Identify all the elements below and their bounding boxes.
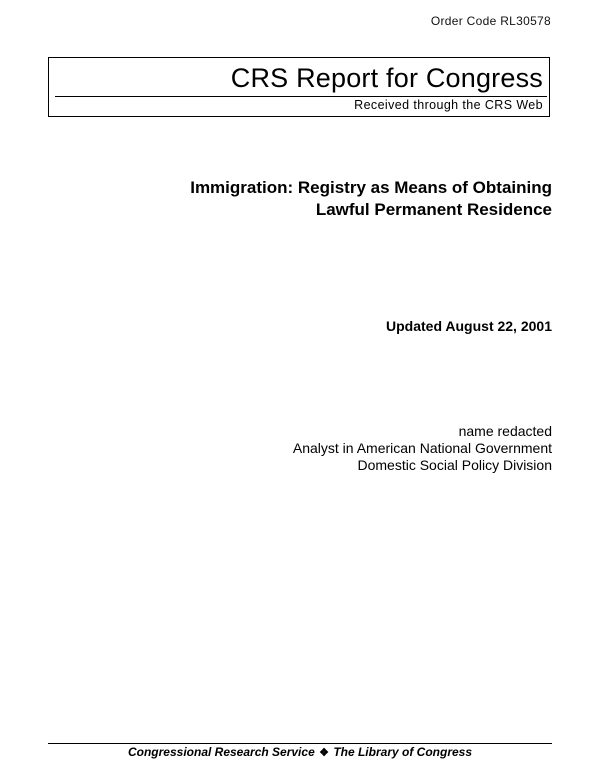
- author-position: Analyst in American National Government: [292, 440, 552, 456]
- document-title: [72, 177, 552, 221]
- document-title-line-2: Lawful Permanent Residence: [315, 200, 552, 219]
- footer-loc-label: The Library of Congress: [333, 745, 473, 759]
- diamond-separator-icon: ❖: [319, 747, 329, 759]
- footer-crs-label: Congressional Research Service: [127, 745, 315, 759]
- author-division: Domestic Social Policy Division: [357, 457, 552, 473]
- footer: [48, 745, 552, 761]
- updated-date: Updated August 22, 2001: [386, 318, 552, 334]
- report-header-title: CRS Report for Congress: [230, 63, 543, 93]
- author-name: name redacted: [458, 423, 552, 439]
- report-header-subtitle: Received through the CRS Web: [354, 98, 543, 112]
- order-code: Order Code RL30578: [430, 14, 551, 28]
- document-title-line-1: Immigration: Registry as Means of Obtaining: [190, 178, 552, 197]
- report-header-box: [48, 57, 550, 117]
- footer-divider: [48, 743, 552, 744]
- author-block: [293, 423, 552, 474]
